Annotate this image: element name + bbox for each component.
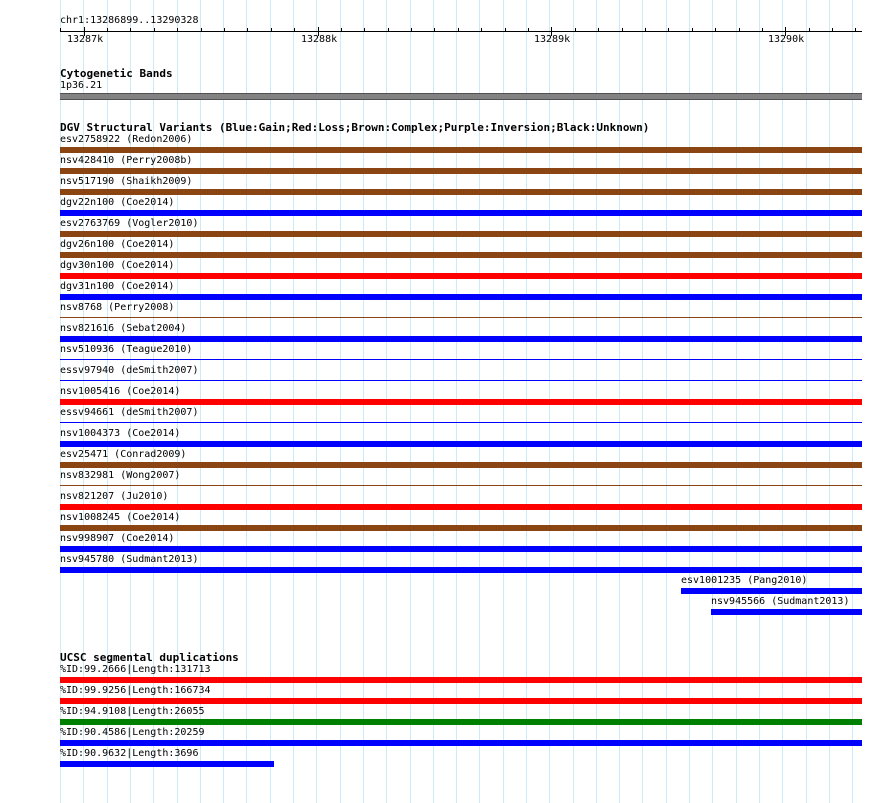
position-label: chr1:13286899..13290328: [60, 15, 199, 26]
ruler-minor-tick: [832, 28, 833, 32]
ruler-minor-tick: [598, 28, 599, 32]
dgv-feature-bar[interactable]: [60, 441, 862, 447]
ruler-minor-tick: [622, 28, 623, 32]
dgv-feature-bar[interactable]: [60, 317, 862, 318]
dgv-feature-label: nsv510936 (Teague2010): [60, 344, 193, 355]
ruler-minor-tick: [668, 28, 669, 32]
dgv-feature-label: nsv517190 (Shaikh2009): [60, 176, 193, 187]
dgv-feature-bar[interactable]: [60, 168, 862, 174]
segdup-feature-bar[interactable]: [60, 719, 862, 725]
dgv-feature-bar[interactable]: [60, 273, 862, 279]
dgv-feature-label: dgv30n100 (Coe2014): [60, 260, 175, 271]
dgv-feature-label: esv2758922 (Redon2006): [60, 134, 193, 145]
ruler-tick-label: 13287k: [67, 34, 104, 45]
segdup-feature-bar[interactable]: [60, 761, 274, 767]
dgv-feature-bar[interactable]: [60, 294, 862, 300]
dgv-feature-label: nsv1008245 (Coe2014): [60, 512, 181, 523]
ruler-tick-label: 13288k: [301, 34, 338, 45]
ruler-minor-tick: [341, 28, 342, 32]
ruler-minor-tick: [247, 28, 248, 32]
dgv-track-title: DGV Structural Variants (Blue:Gain;Red:Loss;Brown:Complex;Purple:Inversion;Black:Unknown): [60, 121, 650, 134]
ruler-minor-tick: [388, 28, 389, 32]
ruler-tick-label: 13290k: [768, 34, 805, 45]
segdup-feature-bar[interactable]: [60, 677, 862, 683]
ruler-minor-tick: [364, 28, 365, 32]
dgv-feature-bar[interactable]: [60, 525, 862, 531]
dgv-feature-bar[interactable]: [60, 252, 862, 258]
segdup-track-title: UCSC segmental duplications: [60, 651, 239, 664]
dgv-feature-label: nsv1004373 (Coe2014): [60, 428, 181, 439]
ruler-minor-tick: [177, 28, 178, 32]
segdup-feature-label: %ID:90.9632|Length:3696: [60, 748, 199, 759]
segdup-feature-label: %ID:94.9108|Length:26055: [60, 706, 205, 717]
ruler-minor-tick: [692, 28, 693, 32]
ruler-minor-tick: [762, 28, 763, 32]
segdup-feature-label: %ID:90.4586|Length:20259: [60, 727, 205, 738]
ruler-minor-tick: [60, 28, 61, 32]
dgv-feature-bar[interactable]: [60, 380, 862, 381]
dgv-feature-bar[interactable]: [60, 567, 862, 573]
segdup-feature-label: %ID:99.9256|Length:166734: [60, 685, 211, 696]
dgv-feature-label: dgv26n100 (Coe2014): [60, 239, 175, 250]
ruler-tick-label: 13289k: [534, 34, 571, 45]
dgv-feature-label: esv1001235 (Pang2010): [681, 575, 808, 586]
ruler-minor-tick: [855, 28, 856, 32]
dgv-feature-bar[interactable]: [60, 546, 862, 552]
dgv-feature-bar[interactable]: [60, 485, 862, 486]
cytoband-bar[interactable]: [60, 93, 862, 100]
dgv-feature-bar[interactable]: [60, 210, 862, 216]
ruler-axis: [60, 31, 862, 32]
dgv-feature-label: nsv821616 (Sebat2004): [60, 323, 187, 334]
ruler-minor-tick: [715, 28, 716, 32]
cytoband-label: 1p36.21: [60, 80, 103, 91]
ruler-minor-tick: [434, 28, 435, 32]
dgv-feature-label: nsv832981 (Wong2007): [60, 470, 181, 481]
dgv-feature-label: nsv428410 (Perry2008b): [60, 155, 193, 166]
dgv-feature-label: esv2763769 (Vogler2010): [60, 218, 199, 229]
ruler-minor-tick: [294, 28, 295, 32]
dgv-feature-label: essv94661 (deSmith2007): [60, 407, 199, 418]
dgv-feature-bar[interactable]: [60, 189, 862, 195]
dgv-feature-label: essv97940 (deSmith2007): [60, 365, 199, 376]
ruler-minor-tick: [201, 28, 202, 32]
dgv-feature-label: dgv22n100 (Coe2014): [60, 197, 175, 208]
dgv-feature-bar[interactable]: [60, 231, 862, 237]
ruler-minor-tick: [575, 28, 576, 32]
cytoband-track-title: Cytogenetic Bands: [60, 67, 173, 80]
dgv-feature-bar[interactable]: [60, 504, 862, 510]
dgv-feature-bar[interactable]: [60, 462, 862, 468]
segdup-feature-label: %ID:99.2666|Length:131713: [60, 664, 211, 675]
ruler-minor-tick: [809, 28, 810, 32]
ruler-minor-tick: [458, 28, 459, 32]
segdup-feature-bar[interactable]: [60, 698, 862, 704]
dgv-feature-label: nsv8768 (Perry2008): [60, 302, 175, 313]
dgv-feature-label: nsv945780 (Sudmant2013): [60, 554, 199, 565]
dgv-feature-bar[interactable]: [60, 399, 862, 405]
dgv-feature-label: esv25471 (Conrad2009): [60, 449, 187, 460]
dgv-feature-bar[interactable]: [681, 588, 862, 594]
ruler-minor-tick: [411, 28, 412, 32]
dgv-feature-bar[interactable]: [60, 359, 862, 360]
ruler-minor-tick: [481, 28, 482, 32]
ruler-minor-tick: [739, 28, 740, 32]
dgv-feature-bar[interactable]: [60, 147, 862, 153]
ruler-minor-tick: [154, 28, 155, 32]
ruler-minor-tick: [130, 28, 131, 32]
dgv-feature-label: nsv821207 (Ju2010): [60, 491, 169, 502]
ruler-minor-tick: [271, 28, 272, 32]
ruler-minor-tick: [645, 28, 646, 32]
dgv-feature-bar[interactable]: [711, 609, 862, 615]
dgv-feature-label: dgv31n100 (Coe2014): [60, 281, 175, 292]
ruler-minor-tick: [224, 28, 225, 32]
ruler-minor-tick: [107, 28, 108, 32]
ruler-minor-tick: [505, 28, 506, 32]
dgv-feature-label: nsv998907 (Coe2014): [60, 533, 175, 544]
ruler-minor-tick: [528, 28, 529, 32]
dgv-feature-bar[interactable]: [60, 336, 862, 342]
dgv-feature-bar[interactable]: [60, 422, 862, 423]
dgv-feature-label: nsv945566 (Sudmant2013): [711, 596, 850, 607]
segdup-feature-bar[interactable]: [60, 740, 862, 746]
dgv-feature-label: nsv1005416 (Coe2014): [60, 386, 181, 397]
